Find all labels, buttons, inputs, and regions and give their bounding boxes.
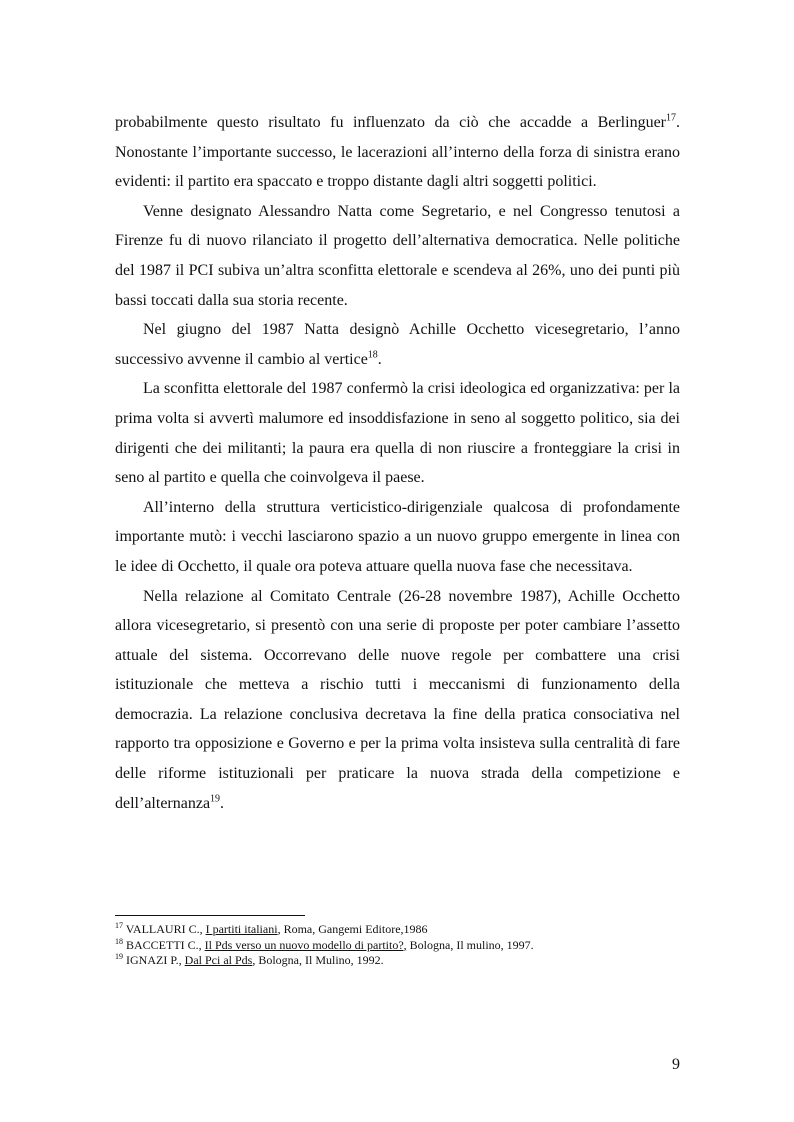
paragraph-4: La sconfitta elettorale del 1987 confermò la crisi ideologica ed organizzativa: per la prima volta si avvertì malumore ed insoddisfazione in seno al soggetto politico, sia dei dirigenti che dei militanti; la paura era quella di non riuscire a fronteggiare la crisi in seno al partito e quella che coinvolgeva il paese. [115, 380, 680, 487]
footnote-ref-17[interactable]: 17 [666, 112, 676, 124]
paragraph-5: All’interno della struttura verticistico-dirigenziale qualcosa di profondamente importante mutò: i vecchi lasciarono spazio a un nuovo gruppo emergente in linea con le idee di Occhetto, il quale ora poteva attuare quella nuova fase che necessitava. [115, 498, 680, 575]
footnote-title: I partiti italiani [205, 922, 278, 936]
footnote-title: Il Pds verso un nuovo modello di partito?, [204, 937, 407, 952]
footnote-title: Dal Pci al Pds [184, 953, 253, 967]
body-text [115, 108, 680, 818]
paragraph-1: probabilmente questo risultato fu influenzato da ciò che accadde a Berlinguer$^{17}$. Nonostante l’importante successo, le lacerazioni all’interno della forza di sinistra erano evidenti: il partito era spaccato e troppo distante dagli altri soggetti politici. [115, 112, 680, 191]
footnote-ref-18[interactable]: 18 [367, 349, 378, 361]
paragraph-2: Venne designato Alessandro Natta come Segretario, e nel Congresso tenutosi a Firenze fu di nuovo rilanciato il progetto dell’alternativa democratica. Nelle politiche del 1987 il PCI subiva un’altra sconfitta elettorale e scendeva al 26%, uno dei punti più bassi toccati dalla sua storia recente. [115, 202, 680, 309]
footnote-ref-19[interactable]: 19 [210, 793, 221, 805]
page-number: 9 [672, 1056, 680, 1073]
footnotes [115, 922, 680, 969]
paragraph-6: Nella relazione al Comitato Centrale (26-28 novembre 1987), Achille Occhetto allora vicesegretario, si presentò con una serie di proposte per poter cambiare l’assetto attuale del sistema. Occorrevano delle nuove regole per combattere una crisi istituzionale che metteva a rischio tutti i meccanismi di funzionamento della democrazia. La relazione conclusiva decretava la fine della pratica consociativa nel rapporto tra opposizione e Governo e per la prima volta insisteva sulla centralità di fare delle riforme istituzionali per praticare la nuova strada della competizione e dell’alternanza$^{19}$. [115, 587, 680, 812]
footnote-17: $^{17}$ VALLAURI C., I partiti italiani, Roma, Gangemi Editore,1986 [115, 921, 428, 936]
footnote-18: $^{18}$ BACCETTI C., Il Pds verso un nuovo modello di partito?, Bologna, Il mulino, 1997. [115, 936, 534, 952]
footnote-separator [115, 915, 305, 916]
footnote-19: $^{19}$ IGNAZI P., Dal Pci al Pds, Bologna, Il Mulino, 1992. [115, 952, 384, 967]
paragraph-3: Nel giugno del 1987 Natta designò Achille Occhetto vicesegretario, l’anno successivo avvenne il cambio al vertice$^{18}$. [115, 321, 680, 368]
